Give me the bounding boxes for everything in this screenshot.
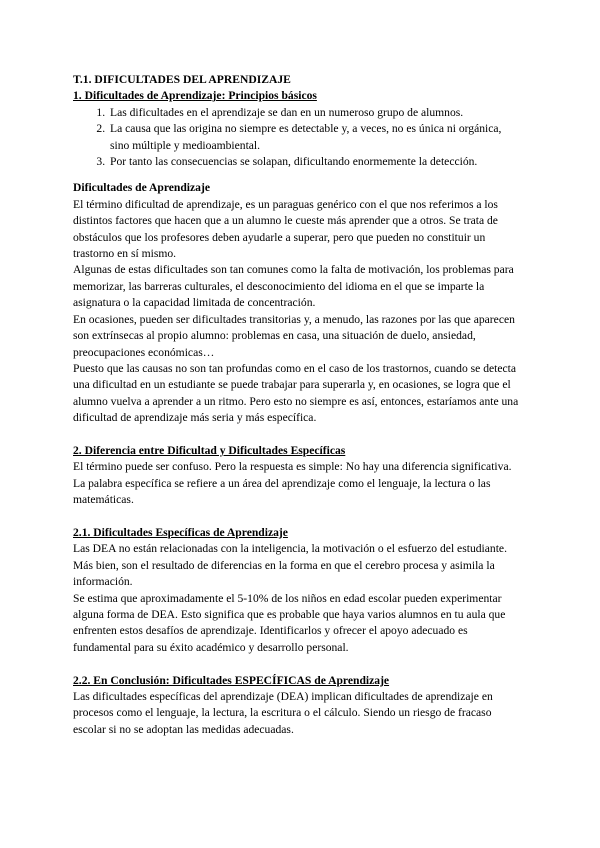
list-item: 3. Por tanto las consecuencias se solapan, dificultando enormemente la detección. (108, 154, 523, 170)
document-title: T.1. DIFICULTADES DEL APRENDIZAJE (73, 73, 291, 86)
section-2-heading: 2. Diferencia entre Dificultad y Dificultades Específicas (73, 443, 346, 457)
paragraph: Algunas de estas dificultades son tan comunes como la falta de motivación, los problemas para memorizar, las barreras culturales, el desconocimiento del idioma en el que se imparte la asignatura o la capacidad limitada de concentración. (73, 263, 514, 310)
paragraph: Las DEA no están relacionadas con la inteligencia, la motivación o el esfuerzo del estudiante. Más bien, son el resultado de diferencias en la forma en que el cerebro procesa y asimila la información. (73, 542, 507, 589)
paragraph: El término puede ser confuso. Pero la respuesta es simple: No hay una diferencia significativa. La palabra específica se refiere a un área del aprendizaje como el lenguaje, la lectura o las matemáticas. (73, 460, 512, 507)
principles-list (73, 105, 523, 171)
document-page (73, 72, 523, 738)
paragraph: En ocasiones, pueden ser dificultades transitorias y, a menudo, las razones por las que aparecen son extrínsecas al propio alumno: problemas en casa, una situación de duelo, ansiedad, preocupaciones económicas… (73, 312, 515, 359)
learning-difficulties-heading: Dificultades de Aprendizaje (73, 181, 210, 195)
list-item: 1. Las dificultades en el aprendizaje se dan en un numeroso grupo de alumnos. (108, 105, 523, 121)
list-item: 2. La causa que las origina no siempre es detectable y, a veces, no es única ni orgánica, sino múltiple y medioambiental. (108, 121, 523, 154)
section-2-1-heading: 2.1. Dificultades Específicas de Aprendizaje (73, 525, 288, 539)
paragraph: Puesto que las causas no son tan profundas como en el caso de los trastornos, cuando se detecta una dificultad en un estudiante se puede trabajar para superarla y, en ocasiones, se logra que el alumno vuelva a aprender a un ritmo. Pero esto no siempre es así, entonces, estaríamos ante una dificultad de aprendizaje más seria y más específica. (73, 361, 519, 425)
paragraph: Se estima que aproximadamente el 5-10% de los niños en edad escolar pueden experimentar alguna forma de DEA. Esto significa que es probable que haya varios alumnos en tu aula que enfrenten estos desafíos de aprendizaje. Identificarlos y ofrecer el apoyo adecuado es fundamental para su éxito académico y desarrollo personal. (73, 591, 506, 654)
section-1-heading: 1. Dificultades de Aprendizaje: Principios básicos (73, 89, 317, 103)
paragraph: El término dificultad de aprendizaje, es un paraguas genérico con el que nos referimos a los distintos factores que hacen que a un alumno le cueste más aprender que a otros. Se trata de obstáculos que los profesores deben ayudarle a superar, pero que pueden no constituir un trastorno en sí mismo. (73, 197, 498, 261)
section-2-2-heading: 2.2. En Conclusión: Dificultades ESPECÍFICAS de Aprendizaje (73, 673, 390, 687)
paragraph: Las dificultades específicas del aprendizaje (DEA) implican dificultades de aprendizaje en procesos como el lenguaje, la lectura, la escritura o el cálculo. Siendo un riesgo de fracaso escolar si no se adoptan las medidas adecuadas. (73, 689, 493, 736)
